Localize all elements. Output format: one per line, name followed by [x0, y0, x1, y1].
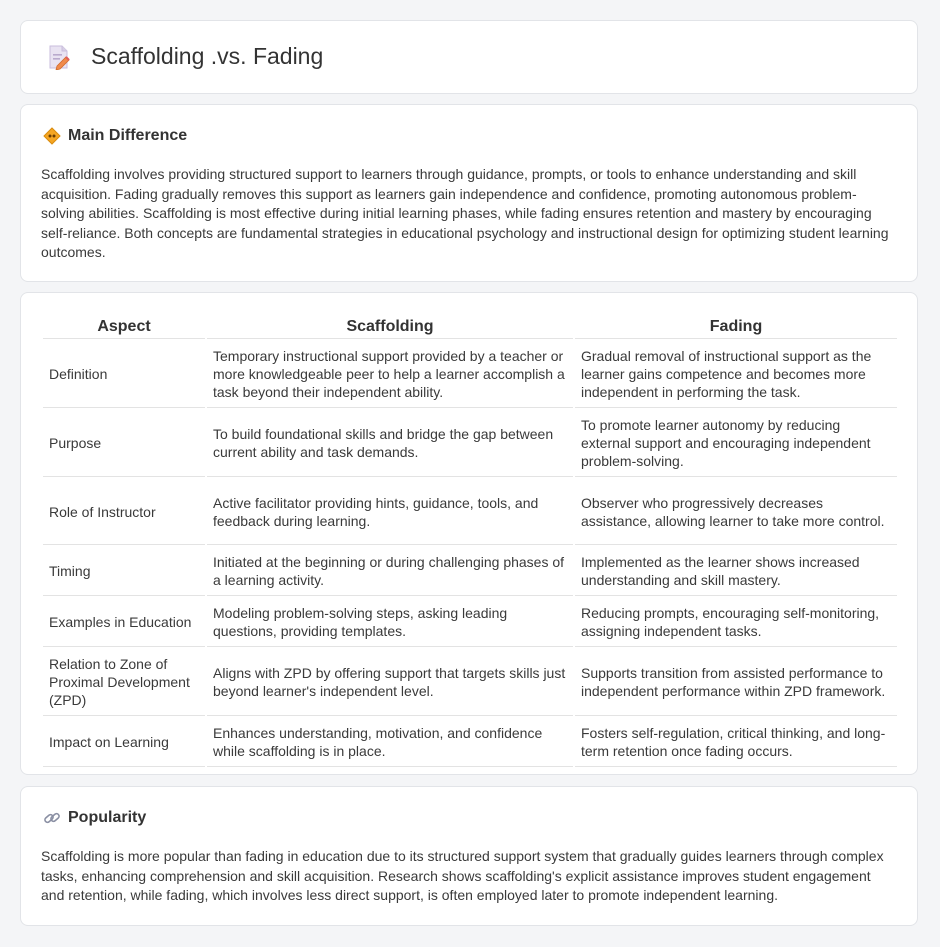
document-pencil-icon	[47, 44, 71, 70]
popularity-title: Popularity	[68, 809, 147, 826]
table-row	[43, 547, 897, 596]
main-difference-card	[20, 104, 918, 282]
row-fading: Observer who progressively decreases assistance, allowing learner to take more control.	[575, 479, 897, 545]
link-icon	[43, 809, 61, 827]
row-scaffolding: To build foundational skills and bridge the gap between current ability and task demands.	[207, 410, 573, 477]
row-aspect: Definition	[43, 341, 205, 408]
table-row	[43, 410, 897, 477]
row-scaffolding: Enhances understanding, motivation, and confidence while scaffolding is in place.	[207, 718, 573, 767]
row-aspect: Timing	[43, 547, 205, 596]
table-header-row	[43, 315, 897, 339]
header-aspect: Aspect	[43, 315, 205, 339]
table-row	[43, 479, 897, 545]
header-scaffolding: Scaffolding	[207, 315, 573, 339]
row-scaffolding: Modeling problem-solving steps, asking leading questions, providing templates.	[207, 598, 573, 647]
header-fading: Fading	[575, 315, 897, 339]
row-fading: Supports transition from assisted performance to independent performance within ZPD framework.	[575, 649, 897, 716]
row-fading: To promote learner autonomy by reducing external support and encouraging independent problem-solving.	[575, 410, 897, 477]
popularity-text: Scaffolding is more popular than fading in education due to its structured support system that gradually guides learners through complex tasks, enhancing comprehension and skill acquisition. Research shows scaffolding's explicit assistance improves student engagement and retention, while fading, which involves less direct support, is often employed later to promote independent learning.	[41, 848, 884, 903]
row-aspect: Impact on Learning	[43, 718, 205, 767]
row-aspect: Examples in Education	[43, 598, 205, 647]
row-scaffolding: Initiated at the beginning or during challenging phases of a learning activity.	[207, 547, 573, 596]
table-row	[43, 718, 897, 767]
header-card	[20, 20, 918, 94]
main-difference-title: Main Difference	[68, 127, 188, 144]
row-scaffolding: Aligns with ZPD by offering support that targets skills just beyond learner's independent level.	[207, 649, 573, 716]
table-row	[43, 649, 897, 716]
row-fading: Reducing prompts, encouraging self-monitoring, assigning independent tasks.	[575, 598, 897, 647]
row-scaffolding: Active facilitator providing hints, guidance, tools, and feedback during learning.	[207, 479, 573, 545]
page-title: Scaffolding .vs. Fading	[91, 43, 324, 69]
comparison-table	[41, 313, 899, 769]
row-fading: Gradual removal of instructional support as the learner gains competence and becomes more independent in performing the task.	[575, 341, 897, 408]
row-fading: Fosters self-regulation, critical thinking, and long-term retention once fading occurs.	[575, 718, 897, 767]
diamond-sign-icon	[43, 127, 61, 145]
row-scaffolding: Temporary instructional support provided by a teacher or more knowledgeable peer to help a learner accomplish a task beyond their independent ability.	[207, 341, 573, 408]
comparison-card	[20, 292, 918, 775]
row-aspect: Purpose	[43, 410, 205, 477]
popularity-card	[20, 786, 918, 926]
table-row	[43, 341, 897, 408]
row-fading: Implemented as the learner shows increased understanding and skill mastery.	[575, 547, 897, 596]
main-difference-text: Scaffolding involves providing structured support to learners through guidance, prompts, or tools to enhance understanding and skill acquisition. Fading gradually removes this support as learners gain independence and confidence, promoting autonomous problem-solving abilities. Scaffolding is most effective during initial learning phases, while fading ensures retention and mastery by encouraging self-reliance. Both concepts are fundamental strategies in educational psychology and instructional design for optimizing student learning outcomes.	[41, 166, 889, 260]
row-aspect: Relation to Zone of Proximal Development (ZPD)	[43, 649, 205, 716]
row-aspect: Role of Instructor	[43, 479, 205, 545]
table-row	[43, 598, 897, 647]
